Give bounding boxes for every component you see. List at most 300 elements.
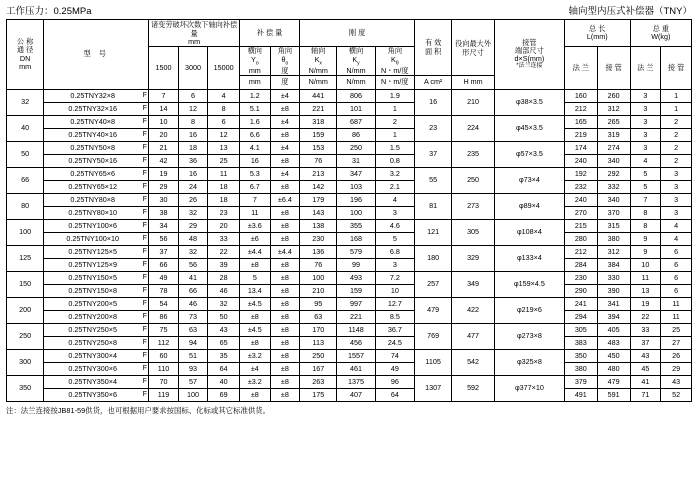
cell-ky: 347 bbox=[337, 168, 375, 181]
table-row[interactable] bbox=[7, 103, 692, 116]
cell-w-pipe: 3 bbox=[661, 194, 692, 207]
cell-kt: 74 bbox=[375, 350, 414, 363]
table-row[interactable] bbox=[7, 324, 692, 337]
cell-f3000: 26 bbox=[178, 194, 208, 207]
table-row[interactable] bbox=[7, 350, 692, 363]
table-row[interactable] bbox=[7, 337, 692, 350]
header-dn-l3: DN bbox=[19, 53, 31, 63]
cell-area: 257 bbox=[415, 272, 452, 298]
cell-len-flange: 215 bbox=[564, 220, 597, 233]
header-dn-l2: 通 径 bbox=[16, 45, 34, 55]
cell-area: 16 bbox=[415, 90, 452, 116]
table-row[interactable] bbox=[7, 129, 692, 142]
cell-f1500: 21 bbox=[149, 142, 179, 155]
cell-f15000: 69 bbox=[208, 389, 240, 402]
cell-f1500: 54 bbox=[149, 298, 179, 311]
cell-ky: 355 bbox=[337, 220, 375, 233]
cell-f15000: 64 bbox=[208, 363, 240, 376]
cell-w-pipe: 2 bbox=[661, 155, 692, 168]
cell-model: 0.25TNY32×16 F bbox=[44, 103, 149, 116]
cell-dn: 40 bbox=[7, 116, 44, 142]
cell-w-flange: 37 bbox=[630, 337, 661, 350]
header-stiff-lateral-unit2: N/mm bbox=[337, 76, 375, 90]
cell-f1500: 119 bbox=[149, 389, 179, 402]
cell-f3000: 56 bbox=[178, 259, 208, 272]
header-stiff-angular-unit2: N・m/度 bbox=[375, 76, 414, 90]
cell-h: 273 bbox=[452, 194, 495, 220]
cell-w-pipe: 6 bbox=[661, 246, 692, 259]
table-row[interactable] bbox=[7, 220, 692, 233]
header-area-unit: A cm² bbox=[415, 76, 452, 90]
cell-f3000: 63 bbox=[178, 324, 208, 337]
cell-f15000: 43 bbox=[208, 324, 240, 337]
header-stiff-axial-sym: $K_x$ bbox=[314, 54, 322, 66]
header-conn-l2: 端部尺寸 bbox=[515, 45, 544, 55]
cell-f3000: 100 bbox=[178, 389, 208, 402]
cell-model: 0.25TNY125×9 F bbox=[44, 259, 149, 272]
cell-angular: ±8 bbox=[270, 350, 300, 363]
cell-dn: 350 bbox=[7, 376, 44, 402]
cell-w-flange: 11 bbox=[630, 272, 661, 285]
cell-model: 0.25TNY80×8 F bbox=[44, 194, 149, 207]
cell-lateral: 5.3 bbox=[240, 168, 271, 181]
cell-f1500: 20 bbox=[149, 129, 179, 142]
cell-kt: 1.5 bbox=[375, 142, 414, 155]
cell-f15000: 28 bbox=[208, 272, 240, 285]
table-row[interactable] bbox=[7, 259, 692, 272]
cell-ky: 1557 bbox=[337, 350, 375, 363]
cell-ky: 456 bbox=[337, 337, 375, 350]
cell-w-pipe: 4 bbox=[661, 220, 692, 233]
cell-angular: ±8 bbox=[270, 285, 300, 298]
cell-angular: ±8 bbox=[270, 259, 300, 272]
cell-dn: 32 bbox=[7, 90, 44, 116]
cell-len-flange: 294 bbox=[564, 311, 597, 324]
cell-model: 0.25TNY100×10 F bbox=[44, 233, 149, 246]
cell-len-flange: 219 bbox=[564, 129, 597, 142]
cell-angular: ±8 bbox=[270, 233, 300, 246]
table-row[interactable] bbox=[7, 155, 692, 168]
cell-kt: 5 bbox=[375, 233, 414, 246]
table-row[interactable] bbox=[7, 181, 692, 194]
cell-angular: ±4 bbox=[270, 90, 300, 103]
cell-f3000: 36 bbox=[178, 155, 208, 168]
cell-w-flange: 43 bbox=[630, 350, 661, 363]
cell-dn: 50 bbox=[7, 142, 44, 168]
cell-f3000: 16 bbox=[178, 168, 208, 181]
cell-f15000: 6 bbox=[208, 116, 240, 129]
cell-dn: 200 bbox=[7, 298, 44, 324]
cell-w-flange: 5 bbox=[630, 181, 661, 194]
cell-lateral: ±3.6 bbox=[240, 220, 271, 233]
cell-f3000: 32 bbox=[178, 207, 208, 220]
header-comp-angular bbox=[270, 47, 300, 76]
cell-ky: 196 bbox=[337, 194, 375, 207]
cell-lateral: 6.7 bbox=[240, 181, 271, 194]
header-weight-group bbox=[630, 20, 691, 47]
cell-len-pipe: 483 bbox=[597, 337, 630, 350]
cell-conn: φ45×3.5 bbox=[494, 116, 564, 142]
cell-angular: ±4 bbox=[270, 168, 300, 181]
cell-len-pipe: 274 bbox=[597, 142, 630, 155]
cell-w-pipe: 1 bbox=[661, 103, 692, 116]
cell-f1500: 49 bbox=[149, 272, 179, 285]
header-stiffness-title: 刚 度 bbox=[348, 28, 366, 37]
cell-f3000: 16 bbox=[178, 129, 208, 142]
cell-f1500: 29 bbox=[149, 181, 179, 194]
cell-w-pipe: 3 bbox=[661, 181, 692, 194]
cell-kx: 170 bbox=[300, 324, 337, 337]
cell-f3000: 46 bbox=[178, 298, 208, 311]
table-row[interactable] bbox=[7, 311, 692, 324]
cell-w-pipe: 3 bbox=[661, 168, 692, 181]
cell-kx: 221 bbox=[300, 103, 337, 116]
cell-h: 592 bbox=[452, 376, 495, 402]
cell-f3000: 93 bbox=[178, 363, 208, 376]
cell-kx: 63 bbox=[300, 311, 337, 324]
cell-angular: ±8 bbox=[270, 298, 300, 311]
table-row[interactable] bbox=[7, 272, 692, 285]
cell-angular: ±4 bbox=[270, 116, 300, 129]
cell-len-flange: 350 bbox=[564, 350, 597, 363]
cell-f3000: 66 bbox=[178, 285, 208, 298]
cell-ky: 493 bbox=[337, 272, 375, 285]
header-area-l1: 有 效 bbox=[424, 38, 442, 48]
cell-dn: 150 bbox=[7, 272, 44, 298]
cell-conn: φ133×4 bbox=[494, 246, 564, 272]
cell-kt: 2.1 bbox=[375, 181, 414, 194]
cell-kt: 3 bbox=[375, 207, 414, 220]
cell-kt: 64 bbox=[375, 389, 414, 402]
cell-kx: 250 bbox=[300, 350, 337, 363]
cell-len-pipe: 591 bbox=[597, 389, 630, 402]
cell-f15000: 11 bbox=[208, 168, 240, 181]
table-footnote: 注：法兰连接按JB81-59供货，也可根据用户要求按国标、化标或其它标准供货。 bbox=[6, 406, 271, 416]
cell-w-flange: 13 bbox=[630, 285, 661, 298]
header-length-pipe: 接 管 bbox=[597, 47, 630, 90]
cell-h: 477 bbox=[452, 324, 495, 350]
cell-ky: 221 bbox=[337, 311, 375, 324]
cell-ky: 997 bbox=[337, 298, 375, 311]
cell-kx: 153 bbox=[300, 142, 337, 155]
cell-w-flange: 5 bbox=[630, 168, 661, 181]
cell-lateral: 5.1 bbox=[240, 103, 271, 116]
table-row[interactable] bbox=[7, 194, 692, 207]
cell-w-flange: 3 bbox=[630, 90, 661, 103]
cell-ky: 31 bbox=[337, 155, 375, 168]
cell-kx: 210 bbox=[300, 285, 337, 298]
cell-len-flange: 240 bbox=[564, 194, 597, 207]
cell-len-pipe: 370 bbox=[597, 207, 630, 220]
header-model: 型 号 bbox=[44, 20, 149, 90]
cell-w-flange: 7 bbox=[630, 194, 661, 207]
header-comp-angular-sym: $\theta_o$ bbox=[281, 54, 289, 66]
table-row[interactable] bbox=[7, 116, 692, 129]
cell-f1500: 110 bbox=[149, 363, 179, 376]
table-row[interactable] bbox=[7, 363, 692, 376]
cell-f1500: 86 bbox=[149, 311, 179, 324]
header-comp-lateral-sym: $Y_o$ bbox=[251, 54, 259, 66]
cell-w-flange: 22 bbox=[630, 311, 661, 324]
cell-lateral: ±4.5 bbox=[240, 324, 271, 337]
cell-len-pipe: 380 bbox=[597, 233, 630, 246]
cell-len-flange: 240 bbox=[564, 155, 597, 168]
cell-w-pipe: 6 bbox=[661, 259, 692, 272]
header-stiff-angular-label: 角向 bbox=[387, 46, 403, 56]
cell-ky: 461 bbox=[337, 363, 375, 376]
table-row[interactable] bbox=[7, 376, 692, 389]
cell-dn: 80 bbox=[7, 194, 44, 220]
table-row[interactable] bbox=[7, 207, 692, 220]
cell-f1500: 112 bbox=[149, 337, 179, 350]
cell-ky: 687 bbox=[337, 116, 375, 129]
cell-len-pipe: 312 bbox=[597, 103, 630, 116]
cell-w-pipe: 2 bbox=[661, 116, 692, 129]
cell-conn: φ38×3.5 bbox=[494, 90, 564, 116]
cell-f1500: 19 bbox=[149, 168, 179, 181]
cell-w-pipe: 4 bbox=[661, 233, 692, 246]
cell-f3000: 29 bbox=[178, 220, 208, 233]
cell-len-pipe: 340 bbox=[597, 155, 630, 168]
header-comp-angular-label: 角向 bbox=[277, 46, 293, 56]
header-outer-unit: H mm bbox=[452, 76, 495, 90]
cell-w-flange: 8 bbox=[630, 207, 661, 220]
cell-w-flange: 4 bbox=[630, 155, 661, 168]
header-length-l1: 总 长 bbox=[589, 23, 606, 33]
header-stiff-axial-unit2: N/mm bbox=[300, 76, 337, 90]
cell-ky: 100 bbox=[337, 207, 375, 220]
product-title: 轴向型内压式补偿器（TNY） bbox=[568, 6, 692, 17]
cell-len-flange: 212 bbox=[564, 246, 597, 259]
header-area bbox=[415, 20, 452, 76]
cell-kt: 96 bbox=[375, 376, 414, 389]
cell-angular: ±8 bbox=[270, 155, 300, 168]
cell-f15000: 40 bbox=[208, 376, 240, 389]
cell-lateral: ±4 bbox=[240, 363, 271, 376]
cell-lateral: 7 bbox=[240, 194, 271, 207]
cell-f3000: 24 bbox=[178, 181, 208, 194]
cell-lateral: ±8 bbox=[240, 259, 271, 272]
cell-angular: ±8 bbox=[270, 181, 300, 194]
cell-f1500: 56 bbox=[149, 233, 179, 246]
table-row[interactable] bbox=[7, 168, 692, 181]
cell-ky: 1375 bbox=[337, 376, 375, 389]
cell-model: 0.25TNY300×6 F bbox=[44, 363, 149, 376]
cell-f1500: 42 bbox=[149, 155, 179, 168]
cell-lateral: ±3.2 bbox=[240, 376, 271, 389]
cell-angular: ±8 bbox=[270, 337, 300, 350]
cell-angular: ±6.4 bbox=[270, 194, 300, 207]
cell-kt: 24.5 bbox=[375, 337, 414, 350]
header-dn-l4: mm bbox=[19, 61, 32, 71]
cell-w-flange: 41 bbox=[630, 376, 661, 389]
cell-w-pipe: 3 bbox=[661, 207, 692, 220]
cell-f15000: 65 bbox=[208, 337, 240, 350]
cell-kx: 76 bbox=[300, 155, 337, 168]
cell-area: 37 bbox=[415, 142, 452, 168]
cell-len-pipe: 332 bbox=[597, 181, 630, 194]
header-outer-title: 役向最大外形尺寸 bbox=[455, 38, 492, 57]
cell-f1500: 10 bbox=[149, 116, 179, 129]
cell-w-pipe: 52 bbox=[661, 389, 692, 402]
cell-kx: 179 bbox=[300, 194, 337, 207]
cell-conn: φ377×10 bbox=[494, 376, 564, 402]
cell-w-flange: 8 bbox=[630, 220, 661, 233]
cell-kt: 2 bbox=[375, 116, 414, 129]
cell-f3000: 73 bbox=[178, 311, 208, 324]
cell-len-pipe: 319 bbox=[597, 129, 630, 142]
cell-f15000: 35 bbox=[208, 350, 240, 363]
cell-kx: 213 bbox=[300, 168, 337, 181]
cell-len-flange: 383 bbox=[564, 337, 597, 350]
cell-f15000: 23 bbox=[208, 207, 240, 220]
cell-kx: 230 bbox=[300, 233, 337, 246]
cell-len-flange: 174 bbox=[564, 142, 597, 155]
cell-area: 479 bbox=[415, 298, 452, 324]
cell-f15000: 20 bbox=[208, 220, 240, 233]
table-row[interactable] bbox=[7, 298, 692, 311]
cell-f15000: 13 bbox=[208, 142, 240, 155]
header-dn bbox=[7, 20, 44, 90]
header-outer-dim bbox=[452, 20, 495, 76]
cell-model: 0.25TNY40×8 F bbox=[44, 116, 149, 129]
working-pressure-label: 工作压力：0.25MPa bbox=[6, 6, 92, 17]
cell-len-flange: 165 bbox=[564, 116, 597, 129]
cell-w-flange: 19 bbox=[630, 298, 661, 311]
cell-ky: 101 bbox=[337, 103, 375, 116]
cell-w-flange: 3 bbox=[630, 103, 661, 116]
table-row[interactable] bbox=[7, 246, 692, 259]
cell-dn: 125 bbox=[7, 246, 44, 272]
cell-conn: φ108×4 bbox=[494, 220, 564, 246]
cell-f1500: 60 bbox=[149, 350, 179, 363]
cell-len-flange: 270 bbox=[564, 207, 597, 220]
cell-h: 542 bbox=[452, 350, 495, 376]
cell-kt: 49 bbox=[375, 363, 414, 376]
cell-angular: ±8 bbox=[270, 207, 300, 220]
cell-model: 0.25TNY150×8 F bbox=[44, 285, 149, 298]
table-row[interactable] bbox=[7, 233, 692, 246]
header-fatigue-3000: 3000 bbox=[178, 47, 208, 90]
cell-angular: ±8 bbox=[270, 324, 300, 337]
cell-ky: 99 bbox=[337, 259, 375, 272]
cell-w-pipe: 11 bbox=[661, 311, 692, 324]
cell-ky: 407 bbox=[337, 389, 375, 402]
cell-len-flange: 284 bbox=[564, 259, 597, 272]
cell-f1500: 14 bbox=[149, 103, 179, 116]
cell-angular: ±8 bbox=[270, 376, 300, 389]
cell-f1500: 7 bbox=[149, 90, 179, 103]
cell-area: 180 bbox=[415, 246, 452, 272]
cell-ky: 159 bbox=[337, 285, 375, 298]
cell-model: 0.25TNY350×4 F bbox=[44, 376, 149, 389]
header-fatigue-group bbox=[149, 20, 240, 47]
cell-conn: φ73×4 bbox=[494, 168, 564, 194]
cell-f15000: 22 bbox=[208, 246, 240, 259]
cell-ky: 806 bbox=[337, 90, 375, 103]
cell-angular: ±4.4 bbox=[270, 246, 300, 259]
cell-w-flange: 9 bbox=[630, 246, 661, 259]
cell-lateral: ±4.5 bbox=[240, 298, 271, 311]
header-area-l2: 面 积 bbox=[424, 46, 442, 56]
cell-len-pipe: 390 bbox=[597, 285, 630, 298]
cell-kt: 1.9 bbox=[375, 90, 414, 103]
cell-len-pipe: 312 bbox=[597, 246, 630, 259]
cell-lateral: 1.6 bbox=[240, 116, 271, 129]
cell-h: 305 bbox=[452, 220, 495, 246]
cell-f15000: 25 bbox=[208, 155, 240, 168]
cell-area: 81 bbox=[415, 194, 452, 220]
cell-f3000: 32 bbox=[178, 246, 208, 259]
cell-kt: 6.8 bbox=[375, 246, 414, 259]
cell-w-flange: 10 bbox=[630, 259, 661, 272]
table-row[interactable] bbox=[7, 142, 692, 155]
cell-f1500: 38 bbox=[149, 207, 179, 220]
cell-kx: 441 bbox=[300, 90, 337, 103]
cell-angular: ±8 bbox=[270, 129, 300, 142]
table-header bbox=[7, 20, 692, 90]
cell-angular: ±8 bbox=[270, 311, 300, 324]
cell-ky: 168 bbox=[337, 233, 375, 246]
cell-lateral: ±4.4 bbox=[240, 246, 271, 259]
cell-f3000: 94 bbox=[178, 337, 208, 350]
cell-kx: 100 bbox=[300, 272, 337, 285]
header-fatigue-title: 诸变劳破坏次数下轴向补偿量 bbox=[150, 20, 238, 38]
cell-kx: 95 bbox=[300, 298, 337, 311]
table-row[interactable] bbox=[7, 285, 692, 298]
cell-w-flange: 9 bbox=[630, 233, 661, 246]
cell-angular: ±8 bbox=[270, 272, 300, 285]
cell-f3000: 8 bbox=[178, 116, 208, 129]
cell-model: 0.25TNY200×5 F bbox=[44, 298, 149, 311]
cell-w-pipe: 1 bbox=[661, 90, 692, 103]
cell-w-flange: 45 bbox=[630, 363, 661, 376]
cell-kt: 7.2 bbox=[375, 272, 414, 285]
cell-model: 0.25TNY50×8 F bbox=[44, 142, 149, 155]
cell-kx: 142 bbox=[300, 181, 337, 194]
header-weight-flange: 法 兰 bbox=[630, 47, 661, 90]
header-comp-lateral bbox=[240, 47, 271, 76]
header-stiff-axial-unit: N/mm bbox=[308, 65, 328, 75]
cell-dn: 66 bbox=[7, 168, 44, 194]
cell-w-flange: 3 bbox=[630, 142, 661, 155]
cell-lateral: ±8 bbox=[240, 311, 271, 324]
cell-conn: φ273×8 bbox=[494, 324, 564, 350]
header-comp-angular-unit: 度 bbox=[281, 65, 289, 75]
cell-ky: 103 bbox=[337, 181, 375, 194]
cell-len-flange: 491 bbox=[564, 389, 597, 402]
header-stiff-angular bbox=[375, 47, 414, 76]
cell-angular: ±8 bbox=[270, 389, 300, 402]
table-row[interactable] bbox=[7, 90, 692, 103]
cell-kx: 138 bbox=[300, 220, 337, 233]
cell-len-pipe: 340 bbox=[597, 194, 630, 207]
cell-len-flange: 379 bbox=[564, 376, 597, 389]
table-row[interactable] bbox=[7, 389, 692, 402]
cell-angular: ±8 bbox=[270, 363, 300, 376]
cell-f3000: 6 bbox=[178, 90, 208, 103]
cell-f15000: 8 bbox=[208, 103, 240, 116]
cell-area: 1307 bbox=[415, 376, 452, 402]
cell-conn: φ219×6 bbox=[494, 298, 564, 324]
cell-model: 0.25TNY350×6 F bbox=[44, 389, 149, 402]
cell-f3000: 48 bbox=[178, 233, 208, 246]
cell-w-flange: 3 bbox=[630, 129, 661, 142]
header-stiff-angular-sym: $K_\theta$ bbox=[391, 54, 399, 66]
cell-dn: 300 bbox=[7, 350, 44, 376]
cell-kt: 10 bbox=[375, 285, 414, 298]
header-weight-pipe: 接 管 bbox=[661, 47, 692, 90]
